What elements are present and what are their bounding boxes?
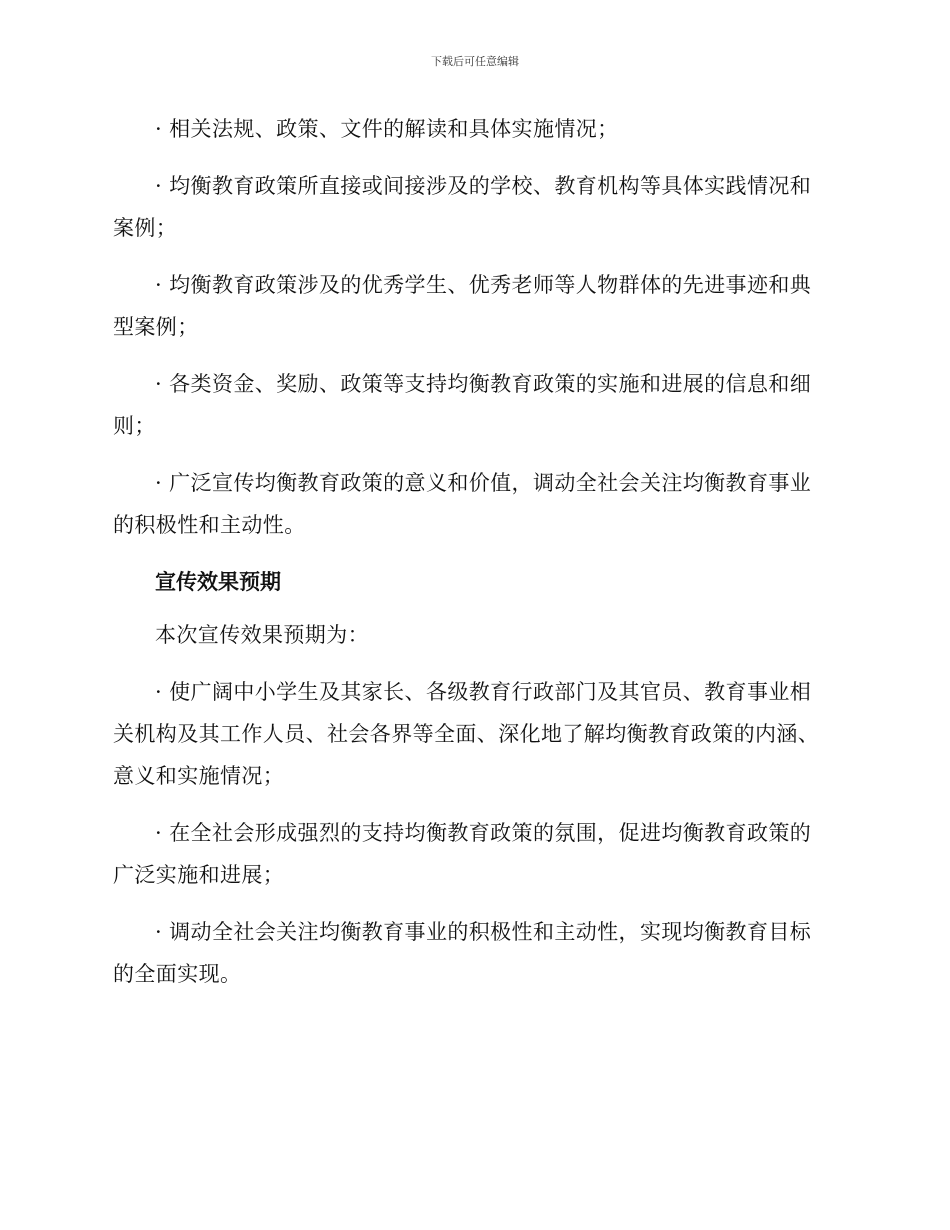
bullet-paragraph: · 相关法规、政策、文件的解读和具体实施情况； [155,117,619,141]
bullet-paragraph: · 均衡教育政策所直接或间接涉及的学校、教育机构等具体实践情况和案例； [113,174,812,240]
bullet-paragraph: · 广泛宣传均衡教育政策的意义和价值，调动全社会关注均衡教育事业的积极性和主动性。 [113,471,812,537]
section-intro: 本次宣传效果预期为： [155,623,369,647]
bullet-paragraph: · 在全社会形成强烈的支持均衡教育政策的氛围，促进均衡教育政策的广泛实施和进展； [113,821,812,887]
page-header: 下载后可任意编辑 [431,55,519,68]
bullet-paragraph: · 使广阔中小学生及其家长、各级教育行政部门及其官员、教育事业相关机构及其工作人员、社会各界等全面、深化地了解均衡教育政策的内涵、意义和实施情况； [113,680,820,788]
bullet-paragraph: · 均衡教育政策涉及的优秀学生、优秀老师等人物群体的先进事迹和典型案例； [113,273,812,339]
document-body [113,108,823,1010]
bullet-paragraph: · 各类资金、奖励、政策等支持均衡教育政策的实施和进展的信息和细则； [113,372,812,438]
bullet-paragraph: · 调动全社会关注均衡教育事业的积极性和主动性，实现均衡教育目标的全面实现。 [113,920,812,986]
section-heading: 宣传效果预期 [155,570,281,594]
